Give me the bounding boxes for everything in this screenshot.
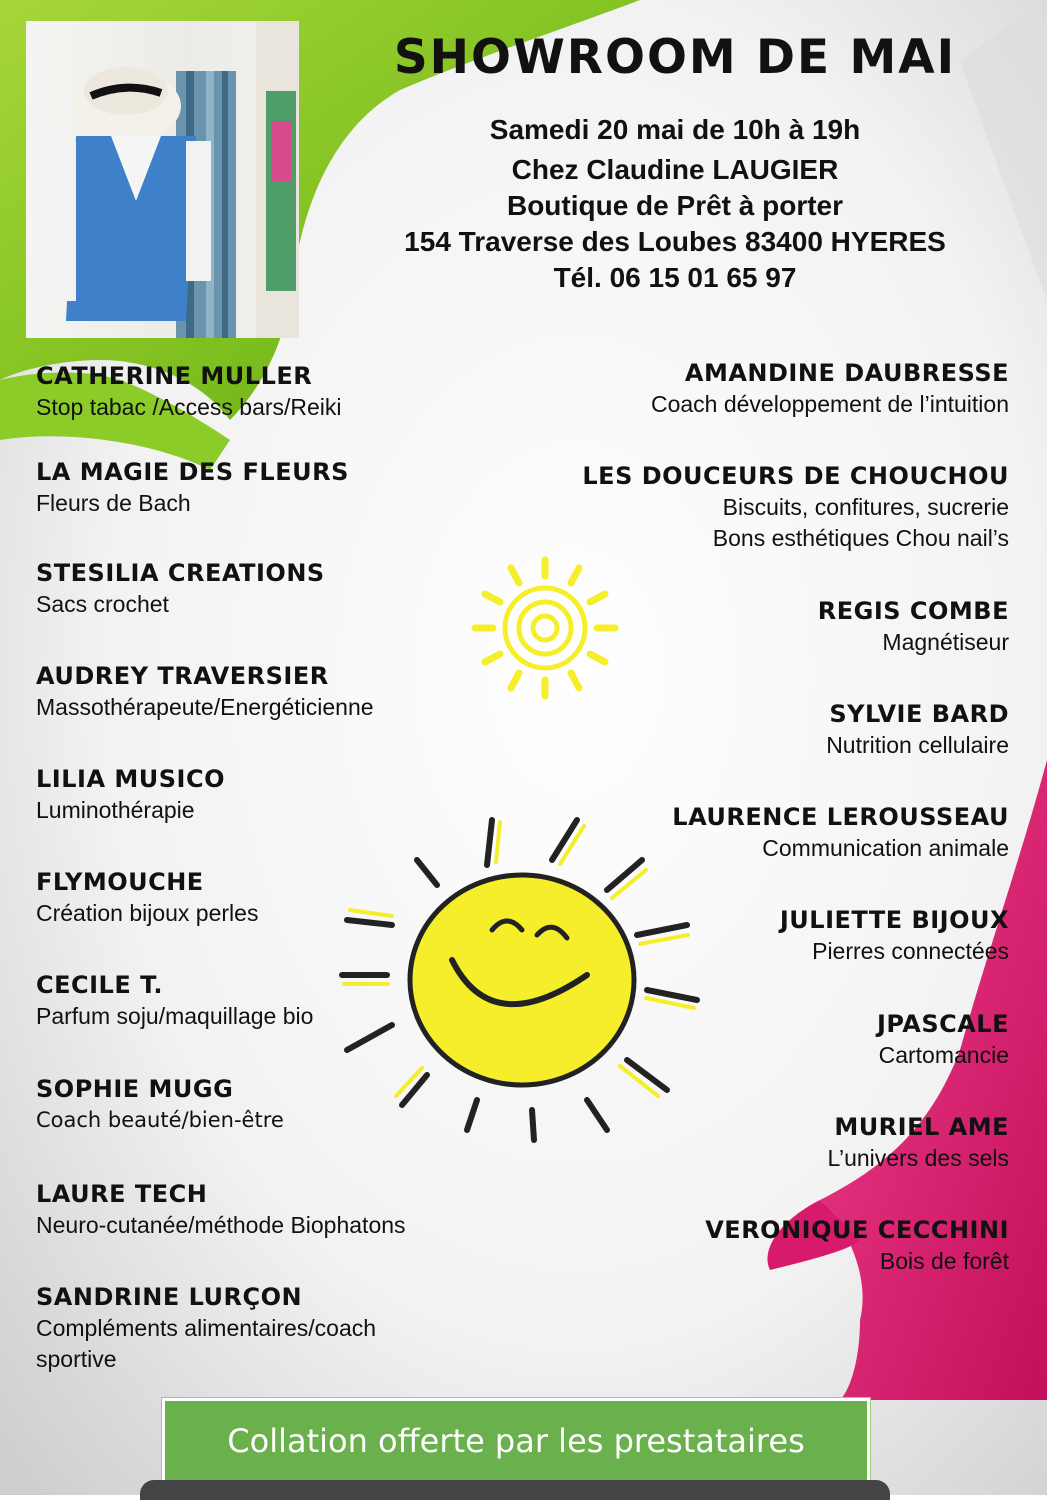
vendor-name: SOPHIE MUGG [36,1075,234,1103]
vendor-catherine-muller [36,362,342,423]
vendor-desc: Communication animale [762,835,1009,861]
vendor-desc: Bois de forêt [879,1248,1009,1274]
vendor-name: CATHERINE MULLER [36,362,313,390]
vendor-name: MURIEL AME [834,1113,1009,1141]
vendor-jpascale [877,1010,1009,1071]
vendor-desc: Pierres connectées [812,938,1009,964]
vendor-desc: Fleurs de Bach [36,490,191,516]
vendor-desc: Luminothérapie [36,797,195,823]
vendor-name: LES DOUCEURS DE CHOUCHOU [582,462,1009,490]
vendor-name: LAURE TECH [36,1180,208,1208]
vendor-desc: Biscuits, confitures, sucrerie [722,494,1009,520]
event-shop: Boutique de Prêt à porter [506,190,844,221]
vendor-audrey-traversier [36,662,374,723]
bottom-bar [140,1480,890,1500]
clothing-photo [26,21,299,338]
vendor-name: LA MAGIE DES FLEURS [36,458,349,486]
vendor-desc: Magnétiseur [882,629,1009,655]
vendor-veronique-cecchini [705,1216,1009,1277]
vendor-sandrine-lurcon [36,1283,376,1375]
vendor-desc-2: Bons esthétiques Chou nail’s [712,525,1009,551]
vendor-laurence-lerousseau [672,803,1009,864]
vendor-desc: Stop tabac /Access bars/Reiki [36,394,342,420]
vendor-desc: Nutrition cellulaire [826,732,1009,758]
vendor-desc: Coach développement de l’intuition [650,391,1009,417]
vendor-stesilia-creations [36,559,325,620]
event-host: Chez Claudine LAUGIER [511,154,839,185]
vendor-name: SYLVIE BARD [829,700,1009,728]
vendor-lilia-musico [36,765,225,826]
event-address: 154 Traverse des Loubes 83400 HYERES [404,226,946,257]
event-phone: Tél. 06 15 01 65 97 [553,262,797,293]
vendor-sylvie-bard [826,700,1009,761]
vendor-desc: L’univers des sels [827,1145,1009,1171]
vendor-regis-combe [818,597,1009,658]
vendor-name: VERONIQUE CECCHINI [705,1216,1009,1244]
vendor-desc-2: sportive [36,1346,117,1372]
vendor-desc: Massothérapeute/Energéticienne [36,694,374,720]
vendor-muriel-ame [827,1113,1009,1174]
vendor-name: SANDRINE LURÇON [36,1283,303,1311]
vendor-name: AUDREY TRAVERSIER [36,662,329,690]
vendor-name: STESILIA CREATIONS [36,559,325,587]
vendor-cecile-t [36,971,313,1032]
banner-text: Collation offerte par les prestataires [227,1422,805,1460]
vendor-desc: Cartomancie [878,1042,1009,1068]
vendor-desc: Compléments alimentaires/coach [36,1315,377,1341]
vendor-juliette-bijoux [780,906,1009,967]
vendor-sophie-mugg [36,1075,284,1136]
vendor-name: JULIETTE BIJOUX [779,906,1009,934]
vendor-name: CECILE T. [36,971,163,999]
vendor-amandine-daubresse [651,359,1009,420]
collation-banner [162,1398,870,1484]
vendor-name: REGIS COMBE [817,597,1009,625]
vendor-desc: Création bijoux perles [36,900,259,926]
vendor-name: LILIA MUSICO [36,765,225,793]
vendor-les-douceurs-de-chouchou [582,462,1009,554]
vendor-name: FLYMOUCHE [36,868,204,896]
vendor-desc: Parfum soju/maquillage bio [36,1003,314,1029]
event-title: SHOWROOM DE MAI [393,30,957,85]
vendor-la-magie-des-fleurs [36,458,349,519]
vendor-name: LAURENCE LEROUSSEAU [672,803,1009,831]
vendor-desc: Sacs crochet [36,591,169,617]
vendor-desc: Neuro-cutanée/méthode Biophatons [36,1212,406,1238]
vendor-desc: Coach beauté/bien-être [36,1108,284,1132]
vendor-flymouche [36,868,258,929]
vendor-name: AMANDINE DAUBRESSE [684,359,1009,387]
vendor-name: JPASCALE [876,1010,1009,1038]
vendor-laure-tech [36,1180,406,1241]
event-date: Samedi 20 mai de 10h à 19h [489,114,861,145]
